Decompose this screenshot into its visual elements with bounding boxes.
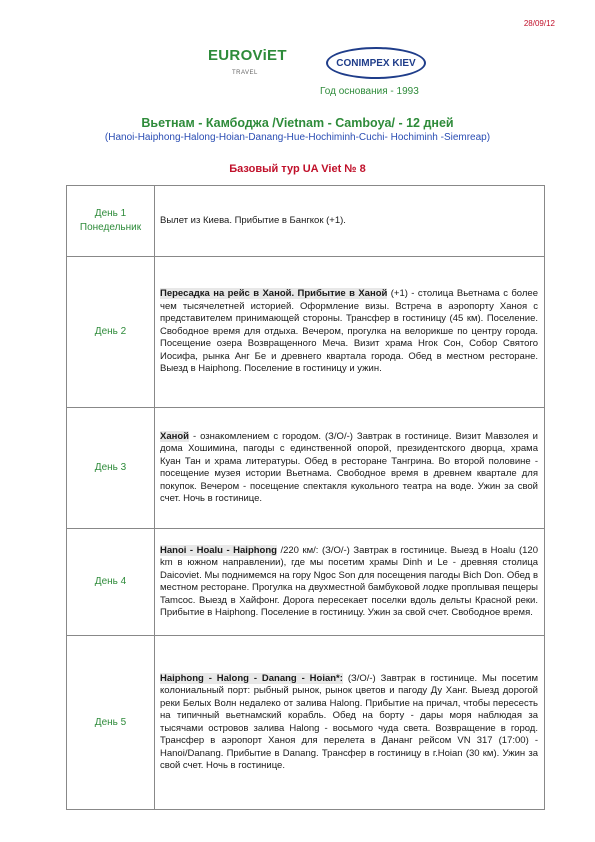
base-tour-label: Базовый тур UA Viet № 8 (229, 163, 366, 175)
eurovet-logo (208, 47, 312, 81)
day-highlight: Haiphong - Halong - Danang - Hoian*: (160, 672, 343, 684)
conimpex-logo (326, 47, 426, 79)
table-row (67, 636, 545, 810)
table-row (67, 529, 545, 636)
header-date: 28/09/12 (523, 19, 555, 28)
day-highlight: Ханой (160, 430, 190, 442)
table-row (67, 408, 545, 529)
day-label: День 2 (94, 326, 127, 337)
day-label: День 5 (94, 716, 127, 728)
logo-viet-text: ViET (252, 47, 287, 64)
day-cell (67, 636, 155, 810)
day-cell (67, 186, 155, 257)
day-description (155, 257, 545, 408)
itinerary-table (66, 185, 545, 810)
day-text: (+1) - столица Вьетнама с более чем тысячелетней историей. Оформление визы. Встреча в аэропорту Ханоя с представителем принимающей стороны. Трансфер в гостиницу (45 км). Поселение. Свободное время для отдыха. Вечером, прогулка на велорикше по центру города. Посещение озера Возвращенного Меча. Визит храма Нгок Сон, Собор Святого Иосифа, рынка Анг Бе и древнего квартала города. Обед в местном ресторане. Выезд в Haiphong. Поселение в гостиницу и ужин. (160, 288, 538, 375)
day-description (155, 186, 545, 257)
day-text: /220 км/: (З/О/-) Завтрак в гостинице. Выезд в Hoalu (120 km в южном направлении), где мы посетим храмы Dinh и Le - древняя столица Daicoviet. Мы поднимемся на гору Ngoc Son для посещения пагоды Bich Don. Обед в местном ресторане. Прогулка на двухместной бамбуковой лодке проплывая пещеры Tamcoc. Выезд в Хайфонг. Дорога пересекает поселки вдоль дельты Красной реки. Прибытие в Haiphong. Поселение в гостиницу. Ужин за свой счет. Свободное время. (160, 544, 538, 618)
day-description (155, 529, 545, 636)
day-cell (67, 529, 155, 636)
tour-title: Вьетнам - Камбоджа /Vietnam - Camboya/ - 12 дней (141, 116, 454, 130)
day-text: - ознакомлением с городом. (З/О/-) Завтрак в гостинице. Визит Мавзолея и дома Хошимина, пагоды с единственной опорой, президентского дворца, храма Куан Тан и храма литературы. Обед в ресторане Тангрина. Во второй половине - посещение музея истории Вьетнама. Свободное время в древнем квартале для покупок. Вечером - посещение спектакля кукольного театра на воде. Ужин за свой счет. Ночь в гостинице. (160, 430, 538, 504)
day-text: (З/О/-) Завтрак в гостинице. Мы посетим колониальный порт: рыбный рынок, рынок цветов и пагоду Ду Ханг. Выезд дорогой реки Белых Волн недалеко от залива Halong. Прибытие на причал, чтобы пересесть на типичный вьетнамский корабль. Обед на борту - дары моря наблюдая за тысячами островов залива Halong - восьмого чуда света. Возвращение в город. Трансфер в аэропорт Ханоя для перелета в Дананг рейсом VN 317 (17:00) - Hanoi/Danang. Прибытие в Danang. Трансфер в гостиницу в г.Hoian (30 км). Ужин за свой счет. Ночь в гостинице. (160, 672, 538, 771)
table-row (67, 257, 545, 408)
day-weekday: Понедельник (79, 222, 142, 233)
day-text: Вылет из Киева. Прибытие в Бангкок (+1). (160, 214, 346, 226)
table-row (67, 186, 545, 257)
day-label: День 4 (94, 576, 127, 587)
day-cell (67, 257, 155, 408)
conimpex-logo-text: CONIMPEX KIEV (336, 57, 416, 69)
day-label: День 3 (94, 462, 127, 473)
logo-euro-text: EURO (208, 47, 253, 64)
day-highlight: Пересадка на рейс в Ханой. Прибытие в Ханой (160, 288, 388, 300)
founded-year: Год основания - 1993 (320, 86, 419, 97)
tour-route: (Hanoi-Haiphong-Halong-Hoian-Danang-Hue-Hochiminh-Cuchi- Hochiminh -Siemreap) (104, 132, 491, 143)
day-description (155, 636, 545, 810)
day-highlight: Hanoi - Hoalu - Haiphong (160, 544, 277, 556)
day-cell (67, 408, 155, 529)
logo-travel-text: TRAVEL (232, 70, 258, 76)
day-label: День 1 (94, 208, 127, 219)
day-description (155, 408, 545, 529)
